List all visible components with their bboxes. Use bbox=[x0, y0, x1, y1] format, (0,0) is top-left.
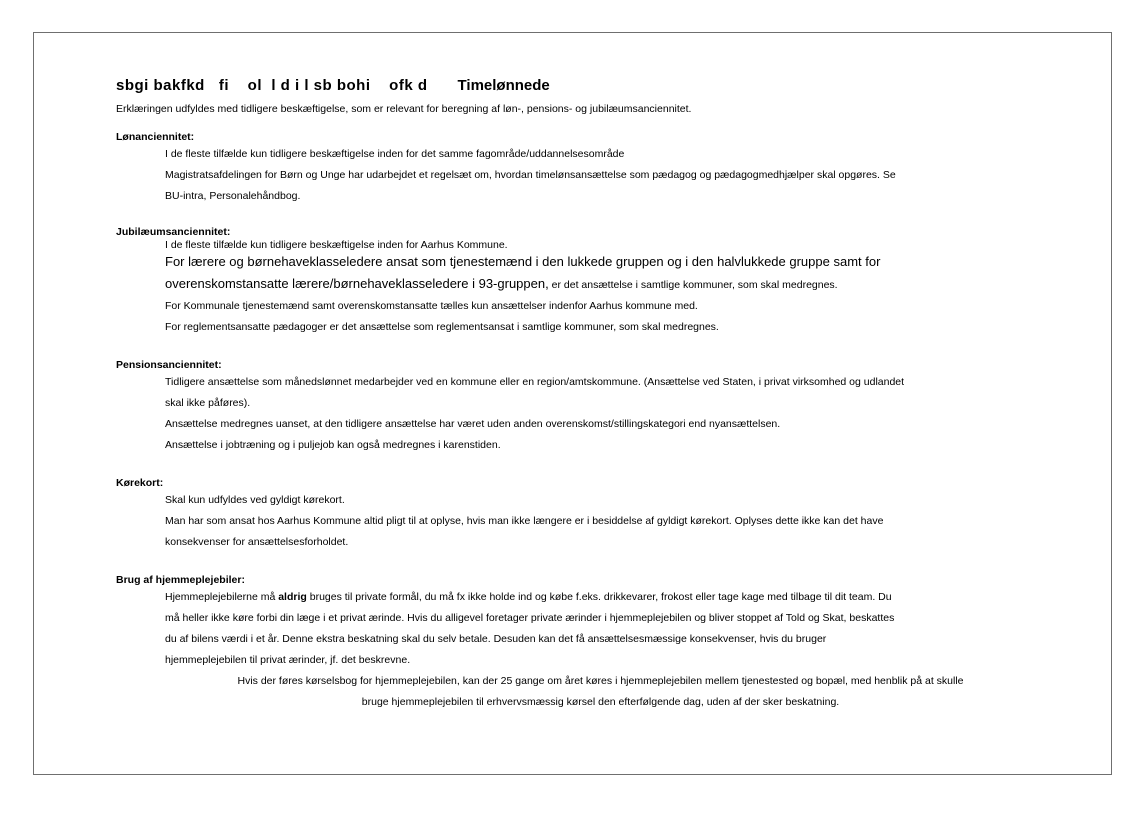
koerekort-item-2: Man har som ansat hos Aarhus Kommune altid pligt til at oplyse, hvis man ikke længere er i besiddelse af gyldigt kørekort. Oplyses dette ikke kan det have bbox=[165, 515, 884, 527]
section-heading-koerekort: Kørekort: bbox=[116, 477, 164, 489]
loen-item-3: BU-intra, Personalehåndbog. bbox=[165, 190, 301, 202]
pension-item-4: Ansættelse i jobtræning og i puljejob kan også medregnes i karenstiden. bbox=[165, 439, 501, 451]
section-heading-jubilaeumsanciennitet: Jubilæumsanciennitet: bbox=[116, 226, 231, 238]
jubi-item-3-main: overenskomstansatte lærere/børnehaveklasseledere i 93-gruppen, bbox=[165, 276, 549, 291]
loen-item-1: I de fleste tilfælde kun tidligere beskæftigelse inden for det samme fagområde/uddannelsesområde bbox=[165, 148, 625, 160]
jubi-item-4: For Kommunale tjenestemænd samt overenskomstansatte tælles kun ansættelser indenfor Aarhus kommune med. bbox=[165, 300, 698, 312]
jubi-item-3 bbox=[165, 273, 1036, 296]
pension-item-1: Tidligere ansættelse som månedslønnet medarbejder ved en kommune eller en region/amtskommune. (Ansættelse ved Staten, i privat virksomhed og udlandet bbox=[165, 376, 905, 388]
document-page bbox=[33, 32, 1112, 775]
hjem-line-4: hjemmeplejebilen til privat ærinder, jf. det beskrevne. bbox=[165, 654, 411, 666]
koerekort-item-3: konsekvenser for ansættelsesforholdet. bbox=[165, 536, 349, 548]
page-title: Timelønnede bbox=[457, 77, 550, 94]
koerekort-item-1: Skal kun udfyldes ved gyldigt kørekort. bbox=[165, 494, 345, 506]
hjem-line-1-bold: aldrig bbox=[278, 591, 307, 603]
hjem-line-1-post: bruges til private formål, du må fx ikke holde ind og købe f.eks. drikkevarer, frokost eller tage kage med tilbage til dit team. Du bbox=[306, 591, 892, 603]
title-row bbox=[116, 77, 1036, 94]
section-heading-pensionsanciennitet: Pensionsanciennitet: bbox=[116, 359, 222, 371]
pension-item-3: Ansættelse medregnes uanset, at den tidligere ansættelse har været uden anden overenskomst/stillingskategori end nyansættelsen. bbox=[165, 418, 781, 430]
jubi-item-1: I de fleste tilfælde kun tidligere beskæftigelse inden for Aarhus Kommune. bbox=[165, 239, 508, 251]
intro-text: Erklæringen udfyldes med tidligere beskæftigelse, som er relevant for beregning af løn-, pensions- og jubilæumsanciennitet. bbox=[116, 103, 692, 115]
jubi-item-3-tail: er det ansættelse i samtlige kommuner, som skal medregnes. bbox=[548, 279, 838, 291]
hjem-line-2: må heller ikke køre forbi din læge i et privat ærinde. Hvis du alligevel foretager private ærinder i hjemmeplejebilen og bliver stoppet af Told og Skat, beskattes bbox=[165, 612, 895, 624]
document-content bbox=[116, 77, 1036, 713]
pension-item-2: skal ikke påføres). bbox=[165, 397, 251, 409]
hjem-line-3: du af bilens værdi i et år. Denne ekstra beskatning skal du selv betale. Desuden kan det få ansættelsesmæssige konsekvenser, hvis du bruger bbox=[165, 633, 827, 645]
hjem-line-6: bruge hjemmeplejebilen til erhvervsmæssig kørsel den efterfølgende dag, uden af der sker beskatning. bbox=[361, 696, 840, 708]
hjem-line-1 bbox=[165, 587, 1036, 608]
jubi-item-2: For lærere og børnehaveklasseledere ansat som tjenestemænd i den lukkede gruppen og i den halvlukkede gruppe samt for bbox=[165, 254, 881, 269]
section-heading-loenanciennitet: Lønanciennitet: bbox=[116, 131, 195, 143]
jubi-item-5: For reglementsansatte pædagoger er det ansættelse som reglementsansat i samtlige kommuner, som skal medregnes. bbox=[165, 321, 719, 333]
hjem-line-5: Hvis der føres kørselsbog for hjemmeplejebilen, kan der 25 gange om året køres i hjemmeplejebilen mellem tjenestested og bopæl, med henblik på at skulle bbox=[237, 675, 964, 687]
loen-item-2: Magistratsafdelingen for Børn og Unge har udarbejdet et regelsæt om, hvordan timelønsansættelse som pædagog og pædagogmedhjælper skal opgøres. Se bbox=[165, 169, 896, 181]
garbled-title: sbgi bakfkd fi ol l d i l sb bohi ofk d bbox=[116, 77, 428, 94]
hjem-line-1-pre: Hjemmeplejebilerne må bbox=[165, 591, 279, 603]
section-heading-hjemmeplejebiler: Brug af hjemmeplejebiler: bbox=[116, 574, 245, 586]
